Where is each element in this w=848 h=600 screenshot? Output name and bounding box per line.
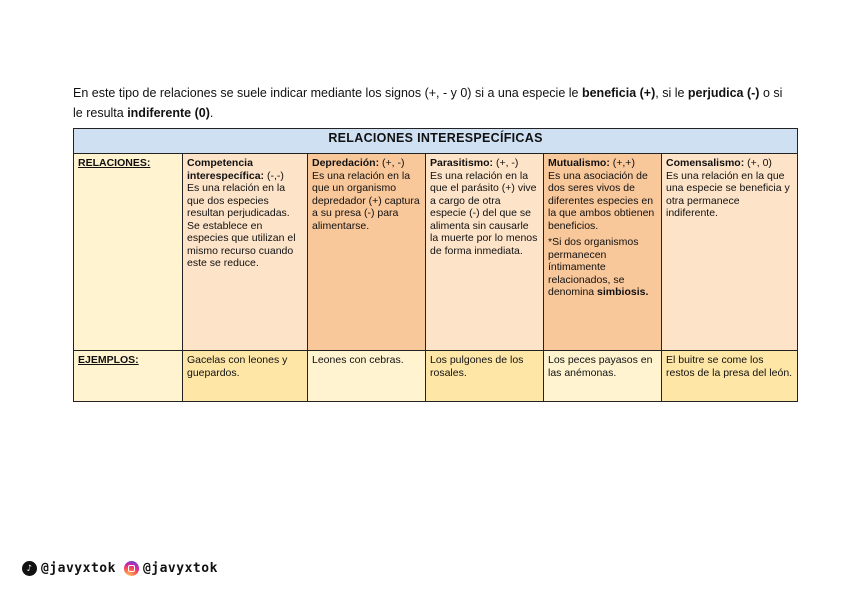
relation-signs: (+, 0)	[747, 157, 772, 169]
symbiosis-note	[548, 236, 657, 299]
tiktok-handle: @javyxtok	[41, 561, 116, 576]
cell-comensalismo	[662, 154, 798, 351]
relation-signs: (+, -)	[495, 157, 519, 169]
cell-depredacion	[308, 154, 426, 351]
relation-description: Es una relación en la que un organismo depredador (+) captura a su presa (-) para alimentarse.	[312, 169, 420, 232]
example-mutualismo: Los peces payasos en las anémonas.	[544, 351, 662, 402]
note-bold: simbiosis.	[597, 286, 649, 298]
relation-name: Parasitismo:	[430, 157, 494, 169]
intro-text: En este tipo de relaciones se suele indicar mediante los signos (+, - y 0) si a una especie le	[73, 85, 582, 100]
instagram-handle: @javyxtok	[142, 561, 218, 576]
cell-mutualismo	[544, 154, 662, 351]
cell-competencia	[183, 154, 308, 351]
relation-description: Es una relación en la que dos especies resultan perjudicadas. Se establece en especies que utilizan el mismo recurso cuando este se reduce.	[187, 182, 296, 269]
row-header-ejemplos: EJEMPLOS:	[74, 351, 183, 402]
intro-text: , si le	[655, 85, 688, 100]
relations-table	[73, 128, 798, 402]
table-row-relaciones	[74, 154, 798, 351]
instagram-icon	[124, 561, 139, 576]
cell-parasitismo	[426, 154, 544, 351]
intro-bold-indiferente: indiferente (0)	[127, 105, 210, 120]
relation-name: Mutualismo:	[548, 157, 610, 169]
tiktok-icon: ♪	[22, 561, 37, 576]
relation-description: Es una relación en la que una especie se beneficia y otra permanece indiferente.	[666, 169, 790, 219]
intro-bold-perjudica: perjudica (-)	[687, 85, 760, 100]
intro-bold-beneficia: beneficia (+)	[581, 85, 656, 100]
example-parasitismo: Los pulgones de los rosales.	[426, 351, 544, 402]
intro-text: o si le resulta	[73, 85, 783, 120]
relation-signs: (-,-)	[266, 169, 284, 182]
relation-description: Es una relación en la que el parásito (+) vive a cargo de otra especie (-) del que se alimenta sin causarle la muerte por lo menos de forma inmediata.	[430, 169, 538, 257]
table-title: RELACIONES INTERESPECÍFICAS	[74, 129, 798, 154]
relation-name: Depredación:	[312, 157, 380, 169]
social-footer	[22, 561, 218, 576]
relation-signs: (+,+)	[612, 157, 635, 169]
relation-signs: (+, -)	[382, 157, 405, 169]
note-text: *Si dos organismos permanecen íntimamente relacionados, se denomina	[548, 236, 639, 298]
example-competencia: Gacelas con leones y guepardos.	[183, 351, 308, 402]
example-comensalismo: El buitre se come los restos de la presa del león.	[662, 351, 798, 402]
intro-paragraph	[73, 83, 793, 123]
table-row-ejemplos	[74, 351, 798, 402]
relation-name: Comensalismo:	[666, 157, 745, 169]
row-header-relaciones: RELACIONES:	[74, 154, 183, 351]
intro-text: .	[209, 105, 214, 120]
relation-name: Competencia interespecífica:	[187, 157, 265, 182]
example-depredacion: Leones con cebras.	[308, 351, 426, 402]
relation-description: Es una asociación de dos seres vivos de diferentes especies en la que ambos obtienen beneficios.	[548, 169, 655, 232]
